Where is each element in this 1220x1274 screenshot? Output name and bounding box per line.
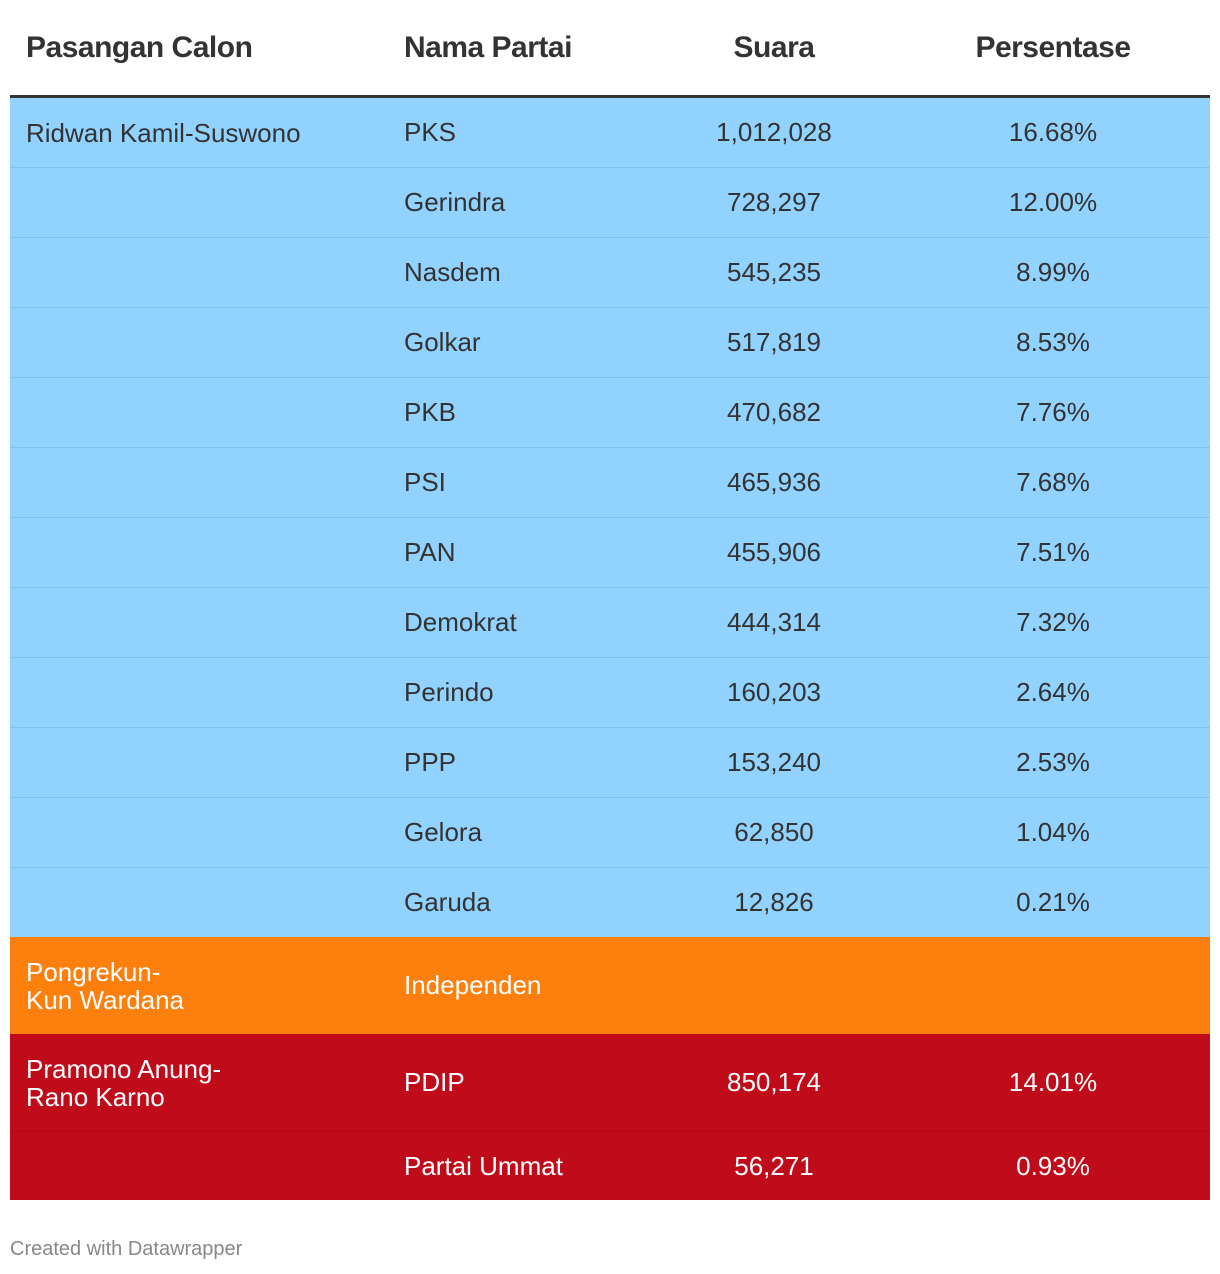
table-row bbox=[10, 518, 1210, 588]
table-row bbox=[10, 378, 1210, 448]
party-name: Garuda bbox=[388, 868, 652, 938]
candidate-cell-empty bbox=[10, 448, 388, 518]
table-row bbox=[10, 937, 1210, 1034]
table-row bbox=[10, 588, 1210, 658]
percent-value: 14.01% bbox=[896, 1034, 1210, 1132]
table-row bbox=[10, 658, 1210, 728]
percent-value: 7.76% bbox=[896, 378, 1210, 448]
candidate-cell-empty bbox=[10, 518, 388, 588]
percent-value: 1.04% bbox=[896, 798, 1210, 868]
candidate-name-line1: Pramono Anung- bbox=[26, 1053, 222, 1084]
candidate-cell-empty bbox=[10, 798, 388, 868]
results-table bbox=[10, 0, 1210, 1200]
table-row bbox=[10, 168, 1210, 238]
table-row bbox=[10, 1034, 1210, 1132]
table-row bbox=[10, 728, 1210, 798]
candidate-name-line2: Rano Karno bbox=[26, 1081, 165, 1112]
percent-value: 7.32% bbox=[896, 588, 1210, 658]
party-name: Golkar bbox=[388, 308, 652, 378]
table-row bbox=[10, 448, 1210, 518]
votes-value: 455,906 bbox=[652, 518, 896, 588]
votes-value: 62,850 bbox=[652, 798, 896, 868]
candidate-cell-empty bbox=[10, 588, 388, 658]
percent-value: 0.93% bbox=[896, 1132, 1210, 1201]
candidate-cell-empty bbox=[10, 728, 388, 798]
votes-value: 1,012,028 bbox=[652, 97, 896, 168]
candidate-name-line2: Kun Wardana bbox=[26, 984, 185, 1015]
votes-value: 56,271 bbox=[652, 1132, 896, 1201]
table-row bbox=[10, 798, 1210, 868]
candidate-cell-empty bbox=[10, 1132, 388, 1201]
party-name: Nasdem bbox=[388, 238, 652, 308]
header-percent[interactable]: Persentase bbox=[896, 0, 1210, 97]
party-name: Independen bbox=[388, 937, 652, 1034]
party-name: PPP bbox=[388, 728, 652, 798]
votes-value: 12,826 bbox=[652, 868, 896, 938]
votes-value: 517,819 bbox=[652, 308, 896, 378]
percent-value: 7.51% bbox=[896, 518, 1210, 588]
header-row bbox=[10, 0, 1210, 97]
table-row bbox=[10, 1132, 1210, 1201]
votes-value: 153,240 bbox=[652, 728, 896, 798]
header-candidate[interactable]: Pasangan Calon bbox=[10, 0, 388, 97]
table-row bbox=[10, 238, 1210, 308]
candidate-name-line1: Pongrekun- bbox=[26, 956, 161, 987]
percent-value: 8.53% bbox=[896, 308, 1210, 378]
results-table-container bbox=[10, 0, 1210, 1200]
percent-value: 16.68% bbox=[896, 97, 1210, 168]
percent-value bbox=[896, 937, 1210, 1034]
percent-value: 2.53% bbox=[896, 728, 1210, 798]
votes-value: 465,936 bbox=[652, 448, 896, 518]
votes-value: 470,682 bbox=[652, 378, 896, 448]
header-party[interactable]: Nama Partai bbox=[388, 0, 652, 97]
candidate-cell-empty bbox=[10, 658, 388, 728]
table-row bbox=[10, 868, 1210, 938]
candidate-cell-empty bbox=[10, 238, 388, 308]
votes-value: 160,203 bbox=[652, 658, 896, 728]
votes-value: 545,235 bbox=[652, 238, 896, 308]
party-name: Gelora bbox=[388, 798, 652, 868]
votes-value bbox=[652, 937, 896, 1034]
candidate-name bbox=[10, 1034, 388, 1132]
candidate-cell-empty bbox=[10, 378, 388, 448]
party-name: PAN bbox=[388, 518, 652, 588]
party-name: PSI bbox=[388, 448, 652, 518]
candidate-cell-empty bbox=[10, 308, 388, 378]
party-name: PKB bbox=[388, 378, 652, 448]
party-name: PKS bbox=[388, 97, 652, 168]
table-header bbox=[10, 0, 1210, 97]
table-body bbox=[10, 97, 1210, 1201]
candidate-name: Ridwan Kamil-Suswono bbox=[10, 97, 388, 168]
votes-value: 850,174 bbox=[652, 1034, 896, 1132]
candidate-name bbox=[10, 937, 388, 1034]
percent-value: 12.00% bbox=[896, 168, 1210, 238]
header-votes[interactable]: Suara bbox=[652, 0, 896, 97]
candidate-cell-empty bbox=[10, 868, 388, 938]
percent-value: 0.21% bbox=[896, 868, 1210, 938]
percent-value: 8.99% bbox=[896, 238, 1210, 308]
percent-value: 7.68% bbox=[896, 448, 1210, 518]
table-row bbox=[10, 97, 1210, 168]
votes-value: 444,314 bbox=[652, 588, 896, 658]
party-name: Partai Ummat bbox=[388, 1132, 652, 1201]
party-name: PDIP bbox=[388, 1034, 652, 1132]
percent-value: 2.64% bbox=[896, 658, 1210, 728]
votes-value: 728,297 bbox=[652, 168, 896, 238]
party-name: Demokrat bbox=[388, 588, 652, 658]
party-name: Perindo bbox=[388, 658, 652, 728]
footer-credit[interactable]: Created with Datawrapper bbox=[10, 1238, 243, 1260]
table-row bbox=[10, 308, 1210, 378]
candidate-cell-empty bbox=[10, 168, 388, 238]
party-name: Gerindra bbox=[388, 168, 652, 238]
